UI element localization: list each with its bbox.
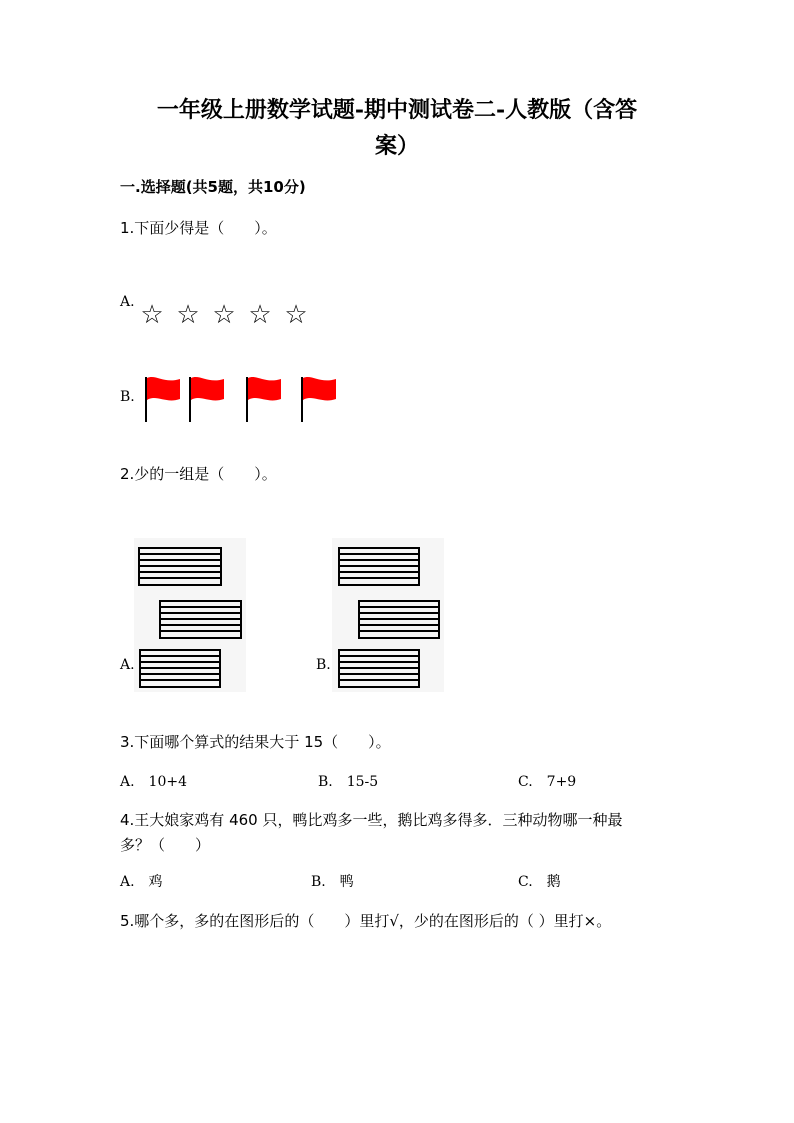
question-3-option-a: A. 10+4 bbox=[120, 774, 188, 790]
question-4-text bbox=[120, 809, 680, 855]
flag-icon bbox=[302, 377, 336, 422]
striped-rectangle bbox=[140, 650, 220, 687]
striped-rectangle bbox=[339, 548, 419, 585]
flag-icon bbox=[146, 377, 180, 422]
flags-svg bbox=[140, 374, 350, 424]
group-a-panel bbox=[134, 538, 246, 692]
question-2-text: 2.少的一组是（ ）。 bbox=[120, 465, 277, 483]
question-4-option-c: C. 鹅 bbox=[518, 874, 561, 890]
star-icon: ☆ bbox=[212, 300, 244, 330]
page-title bbox=[100, 92, 694, 164]
question-1-text: 1.下面少得是（ ）。 bbox=[120, 219, 277, 237]
group-b-rectangles bbox=[332, 538, 444, 692]
flag-icon bbox=[247, 377, 281, 422]
star-icon: ☆ bbox=[176, 300, 208, 330]
star-icon: ☆ bbox=[140, 300, 172, 330]
question-3-option-b: B. 15-5 bbox=[318, 774, 379, 790]
section-heading: 一.选择题(共5题，共10分) bbox=[120, 178, 306, 196]
flag-group bbox=[140, 374, 350, 424]
flag-icon bbox=[190, 377, 224, 422]
question-4-line-1: 4.王大娘家鸡有 460 只，鸭比鸡多一些，鹅比鸡多得多．三种动物哪一种最 bbox=[120, 811, 623, 829]
group-a-rectangles bbox=[134, 538, 246, 692]
striped-rectangle bbox=[339, 650, 419, 687]
question-1-option-b-label: B. bbox=[120, 389, 135, 405]
star-group bbox=[138, 300, 318, 330]
group-b-panel bbox=[332, 538, 444, 692]
striped-rectangle bbox=[160, 601, 241, 638]
question-4-line-2: 多？（ ） bbox=[120, 836, 211, 854]
question-1-option-a-label: A. bbox=[120, 294, 135, 310]
question-4-option-a: A. 鸡 bbox=[120, 874, 163, 890]
question-4-option-b: B. 鸭 bbox=[311, 874, 354, 890]
question-3-option-c: C. 7+9 bbox=[518, 774, 577, 790]
title-line-1: 一年级上册数学试题-期中测试卷二-人教版（含答 bbox=[156, 97, 638, 123]
striped-rectangle bbox=[359, 601, 439, 638]
question-5-text: 5.哪个多，多的在图形后的（ ）里打√，少的在图形后的（ ）里打×。 bbox=[120, 912, 612, 930]
star-icon: ☆ bbox=[248, 300, 280, 330]
striped-rectangle bbox=[139, 548, 221, 585]
question-2-option-b-label: B. bbox=[316, 657, 331, 673]
title-line-2: 案） bbox=[374, 133, 419, 159]
question-2-option-a-label: A. bbox=[120, 657, 135, 673]
star-icon: ☆ bbox=[284, 300, 316, 330]
question-3-text: 3.下面哪个算式的结果大于 15（ ）。 bbox=[120, 733, 391, 751]
